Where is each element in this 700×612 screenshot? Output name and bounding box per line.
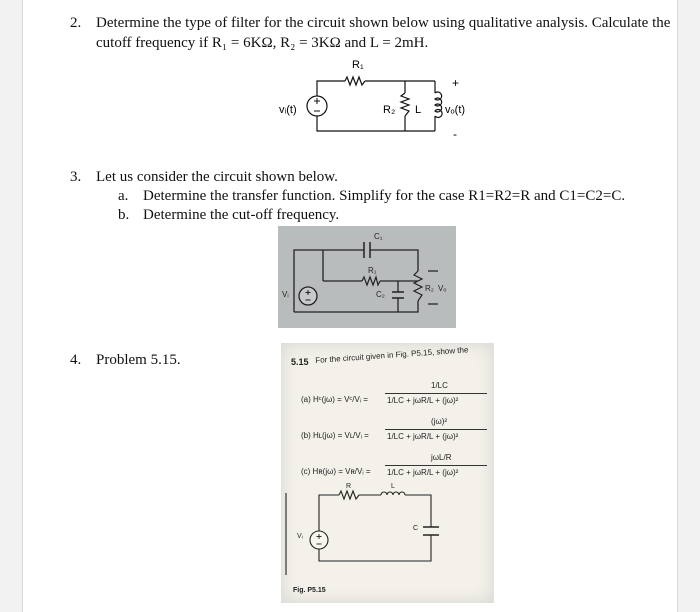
l-label: L: [391, 483, 395, 490]
vi-label: vᵢ(t): [279, 104, 297, 116]
problem-number: 2.: [70, 15, 82, 31]
equation-a-lhs: (a) Hᶜ(jω) = Vᶜ/Vᵢ =: [301, 395, 368, 404]
left-page-border: [0, 0, 23, 612]
equation-a-numerator: 1/LC: [431, 381, 448, 390]
part-a-text: Determine the transfer function. Simplify for the case R1=R2=R and C1=C2=C.: [143, 188, 626, 204]
exercise-number: 5.15: [291, 357, 309, 367]
resistor-r2: [401, 93, 409, 116]
r1-label: R₁: [352, 59, 364, 71]
equation-a-fraction-bar: [385, 393, 487, 394]
problem-number: 3.: [70, 169, 82, 185]
problem-4: [70, 351, 270, 371]
vi-label: Vᵢ: [297, 533, 303, 540]
c1-label: C₁: [374, 232, 383, 241]
problem-4-textbook-photo: [281, 343, 494, 603]
equation-c-denominator: 1/LC + jωR/L + (jω)²: [387, 468, 459, 477]
problem-2-circuit: [265, 56, 485, 138]
r2-label: R₂: [383, 104, 396, 116]
problem-number: 4.: [70, 352, 82, 368]
resistor-r1: [345, 77, 365, 85]
equation-c-fraction-bar: [385, 465, 487, 466]
equation-b-fraction-bar: [385, 429, 487, 430]
part-b-marker: b.: [118, 207, 130, 223]
c-label: C: [413, 525, 419, 532]
problem-text-line-2: cutoff frequency if R₁ = 6KΩ, R₂ = 3KΩ and L = 2mH.: [96, 35, 429, 51]
equation-b-denominator: 1/LC + jωR/L + (jω)²: [387, 432, 459, 441]
equation-b-lhs: (b) Hʟ(jω) = Vʟ/Vᵢ =: [301, 431, 369, 440]
equation-b-numerator: (jω)²: [431, 417, 448, 426]
equation-c-numerator: jωL/R: [431, 453, 452, 462]
r2-label: R₂: [425, 284, 434, 293]
equation-c-lhs: (c) Hʀ(jω) = Vʀ/Vᵢ =: [301, 467, 371, 476]
problem-text: Problem 5.15.: [96, 352, 181, 368]
vo-label: vₒ(t): [445, 104, 466, 116]
part-a-marker: a.: [118, 188, 129, 204]
exercise-heading: For the circuit given in Fig. P5.15, show the: [315, 345, 469, 365]
l-label: L: [415, 104, 422, 116]
figure-caption: Fig. P5.15: [293, 587, 326, 594]
problem-text-line-1: Determine the type of filter for the circuit shown below using qualitative analysis. Calculate the: [96, 15, 671, 31]
equation-a-denominator: 1/LC + jωR/L + (jω)²: [387, 396, 459, 405]
r-label: R: [346, 483, 352, 490]
output-plus-sign: +: [452, 76, 460, 90]
voltage-source: [307, 96, 327, 116]
vi-label: Vᵢ: [282, 290, 289, 299]
vo-label: Vₒ: [438, 284, 447, 293]
r1-label: R₁: [368, 266, 377, 275]
c2-label: C₂: [376, 290, 385, 299]
problem-intro: Let us consider the circuit shown below.: [96, 169, 338, 185]
output-minus-sign: -: [453, 127, 457, 138]
right-page-border: [677, 0, 700, 612]
problem-3: [70, 168, 670, 188]
inductor-l: [435, 92, 442, 118]
problem-3-circuit-photo: [278, 226, 456, 328]
textbook-rlc-circuit: [281, 483, 494, 593]
part-b-text: Determine the cut-off frequency.: [143, 207, 340, 223]
problem-2: [70, 14, 670, 54]
photo-circuit-drawing: [278, 226, 456, 328]
